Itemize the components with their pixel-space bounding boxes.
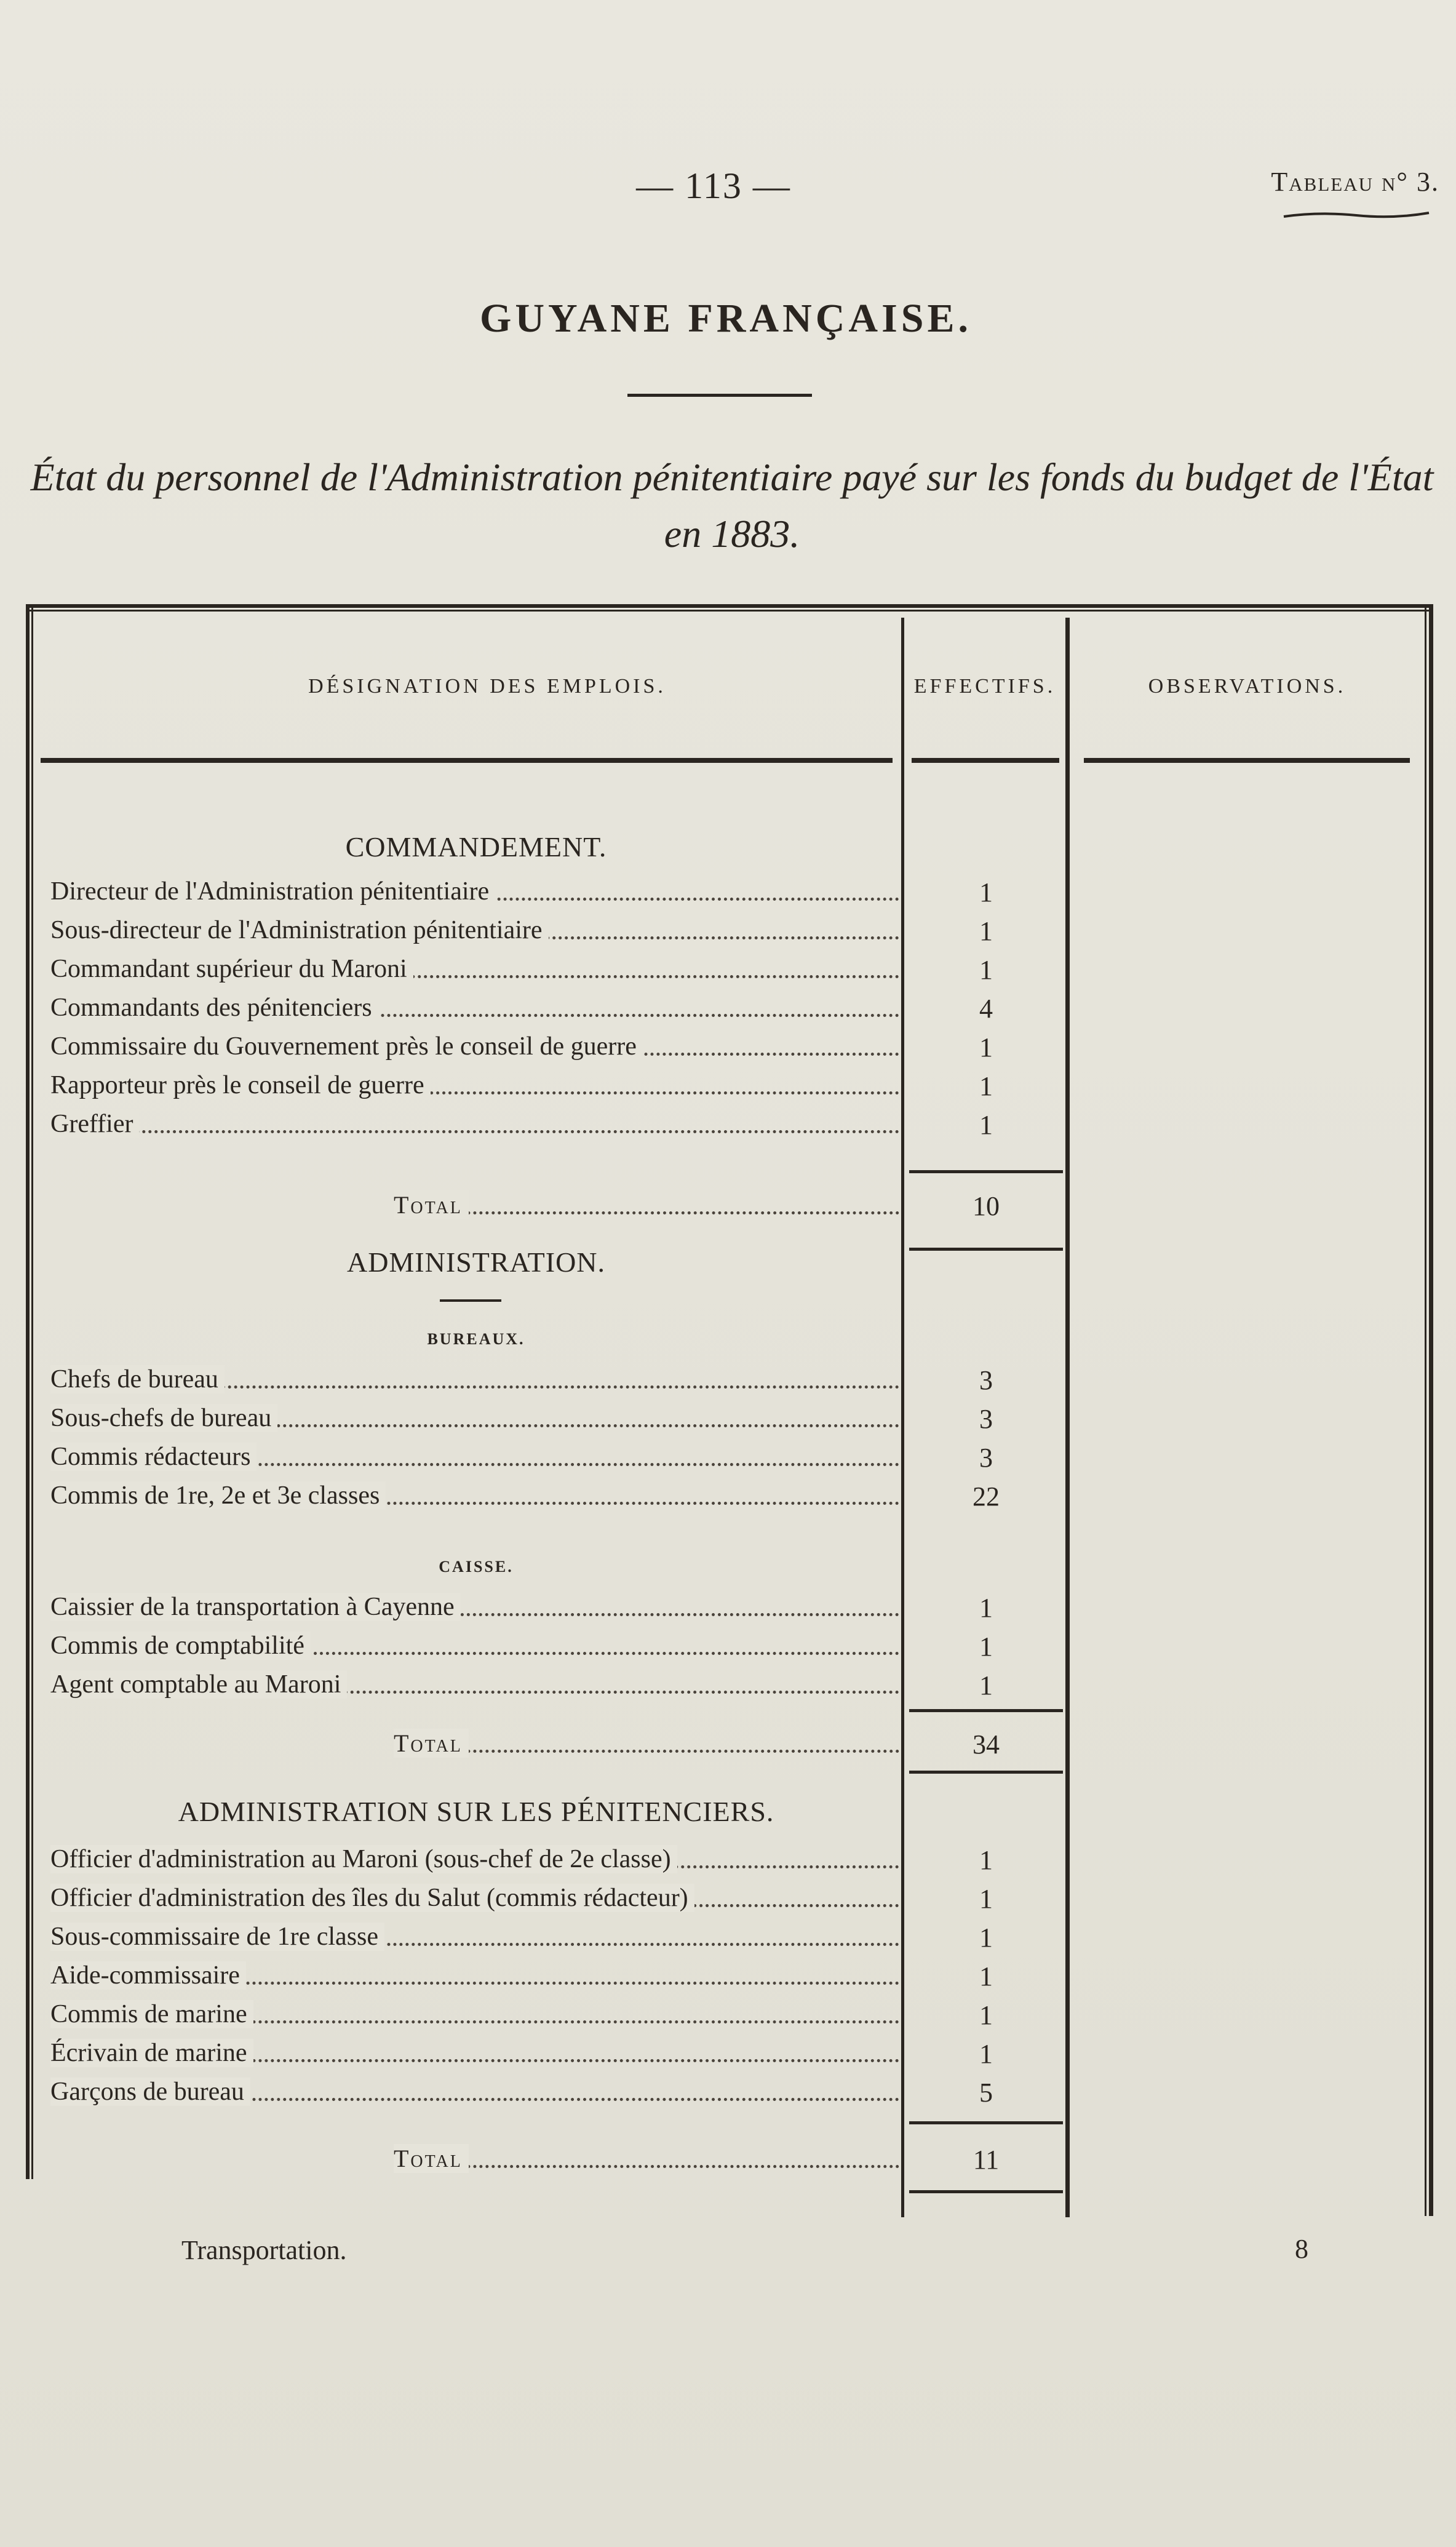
table-row: [50, 1844, 899, 1881]
table-row: [50, 954, 899, 991]
sum-rule: [909, 2121, 1063, 2124]
table-row: [50, 1999, 899, 2036]
total-row: [394, 1190, 899, 1227]
header-rule: [1084, 758, 1410, 763]
table-row: [50, 1070, 899, 1107]
section-title-commandement: COMMANDEMENT.: [345, 831, 607, 863]
row-value: 1: [979, 1593, 993, 1623]
main-title: GUYANE FRANÇAISE.: [480, 296, 972, 341]
row-value: 1: [979, 2000, 993, 2030]
row-label: Commandant supérieur du Maroni: [50, 955, 413, 983]
table-row: [50, 1883, 899, 1920]
row-value: 1: [979, 955, 993, 985]
tableau-label: Tableau n° 3.: [1271, 167, 1439, 197]
sum-rule: [909, 1709, 1063, 1712]
row-label: Agent comptable au Maroni: [50, 1670, 347, 1699]
row-label: Commis de comptabilité: [50, 1632, 311, 1660]
table-row: [50, 1592, 899, 1629]
row-label: Sous-directeur de l'Administration pénitentiaire: [50, 916, 549, 944]
row-label: Sous-commissaire de 1re classe: [50, 1923, 384, 1951]
row-value: 5: [979, 2078, 993, 2108]
table-row: [50, 1961, 899, 1998]
sum-rule: [909, 1170, 1063, 1173]
row-value: 1: [979, 2039, 993, 2069]
table-row: [50, 1109, 899, 1146]
total-value: 10: [973, 1191, 1000, 1221]
table-row: [50, 1032, 899, 1069]
subtitle-line-1: État du personnel de l'Administration pénitentiaire payé sur les fonds du budget de l'État: [30, 455, 1434, 499]
section-title-administration: ADMINISTRATION.: [346, 1246, 606, 1278]
sum-rule: [909, 1248, 1063, 1251]
column-divider: [901, 618, 904, 2217]
table-row: [50, 877, 899, 914]
row-label: Écrivain de marine: [50, 2039, 253, 2067]
total-value: 11: [973, 2145, 1000, 2175]
subtitle-line-2: en 1883.: [664, 512, 800, 556]
total-row: [394, 1729, 899, 1766]
column-header-effectifs: EFFECTIFS.: [913, 675, 1056, 698]
table-row: [50, 2038, 899, 2075]
row-value: 1: [979, 877, 993, 907]
row-label: Commis de 1re, 2e et 3e classes: [50, 1481, 386, 1510]
title-rule: [627, 394, 812, 397]
table-top-border: [26, 604, 1433, 612]
header-rule: [41, 758, 893, 763]
row-value: 1: [979, 1110, 993, 1140]
row-label: Garçons de bureau: [50, 2078, 250, 2106]
row-label: Commissaire du Gouvernement près le conseil de guerre: [50, 1032, 643, 1061]
row-label: Officier d'administration au Maroni (sous-chef de 2e classe): [50, 1845, 677, 1873]
row-value: 3: [979, 1365, 993, 1395]
row-value: 1: [979, 1884, 993, 1914]
row-value: 3: [979, 1443, 993, 1473]
table-row: [50, 1481, 899, 1518]
total-label: Total: [394, 2144, 469, 2173]
row-value: 1: [979, 916, 993, 946]
row-label: Greffier: [50, 1110, 139, 1138]
row-value: 1: [979, 1632, 993, 1662]
total-value: 34: [973, 1729, 1000, 1760]
footer-signature-number: 8: [1295, 2234, 1308, 2264]
total-row: [394, 2144, 899, 2181]
table-row: [50, 1403, 899, 1440]
table-right-border: [1425, 604, 1433, 2216]
table-left-border: [26, 604, 33, 2179]
table-row: [50, 1442, 899, 1479]
page-number: — 113 —: [636, 165, 791, 206]
row-value: 1: [979, 1923, 993, 1953]
subsection-title-caisse: CAISSE.: [439, 1558, 514, 1576]
table-row: [50, 1670, 899, 1707]
row-label: Rapporteur près le conseil de guerre: [50, 1071, 431, 1099]
table-row: [50, 1365, 899, 1401]
row-value: 1: [979, 1670, 993, 1700]
row-value: 1: [979, 1845, 993, 1875]
row-value: 4: [979, 994, 993, 1024]
table-row: [50, 2077, 899, 2114]
table-row: [50, 915, 899, 952]
row-label: Commis de marine: [50, 2000, 253, 2028]
row-value: 3: [979, 1404, 993, 1434]
row-label: Directeur de l'Administration pénitentiaire: [50, 877, 495, 906]
table-row: [50, 1922, 899, 1959]
section-title-penitenciers: ADMINISTRATION SUR LES PÉNITENCIERS.: [178, 1796, 774, 1827]
swash-ornament-icon: [1283, 209, 1430, 221]
sum-rule: [909, 1771, 1063, 1774]
header-rule: [912, 758, 1059, 763]
column-header-designation: DÉSIGNATION DES EMPLOIS.: [308, 675, 666, 698]
table-row: [50, 993, 899, 1030]
row-label: Sous-chefs de bureau: [50, 1404, 277, 1432]
footer-series-label: Transportation.: [181, 2235, 347, 2265]
row-label: Officier d'administration des îles du Salut (commis rédacteur): [50, 1884, 694, 1912]
subtitle: [25, 449, 1439, 562]
row-value: 1: [979, 1961, 993, 1991]
total-label: Total: [394, 1729, 469, 1758]
row-value: 1: [979, 1032, 993, 1062]
row-label: Chefs de bureau: [50, 1365, 225, 1393]
column-divider: [1065, 618, 1070, 2217]
column-header-observations: OBSERVATIONS.: [1148, 675, 1347, 698]
row-label: Caissier de la transportation à Cayenne: [50, 1593, 461, 1621]
row-value: 22: [973, 1481, 1000, 1512]
total-label: Total: [394, 1190, 469, 1219]
row-label: Commis rédacteurs: [50, 1443, 257, 1471]
sum-rule: [909, 2190, 1063, 2193]
row-value: 1: [979, 1071, 993, 1101]
row-label: Aide-commissaire: [50, 1961, 246, 1990]
table-row: [50, 1631, 899, 1668]
section-rule: [440, 1299, 501, 1302]
subsection-title-bureaux: BUREAUX.: [427, 1330, 525, 1348]
row-label: Commandants des pénitenciers: [50, 994, 378, 1022]
